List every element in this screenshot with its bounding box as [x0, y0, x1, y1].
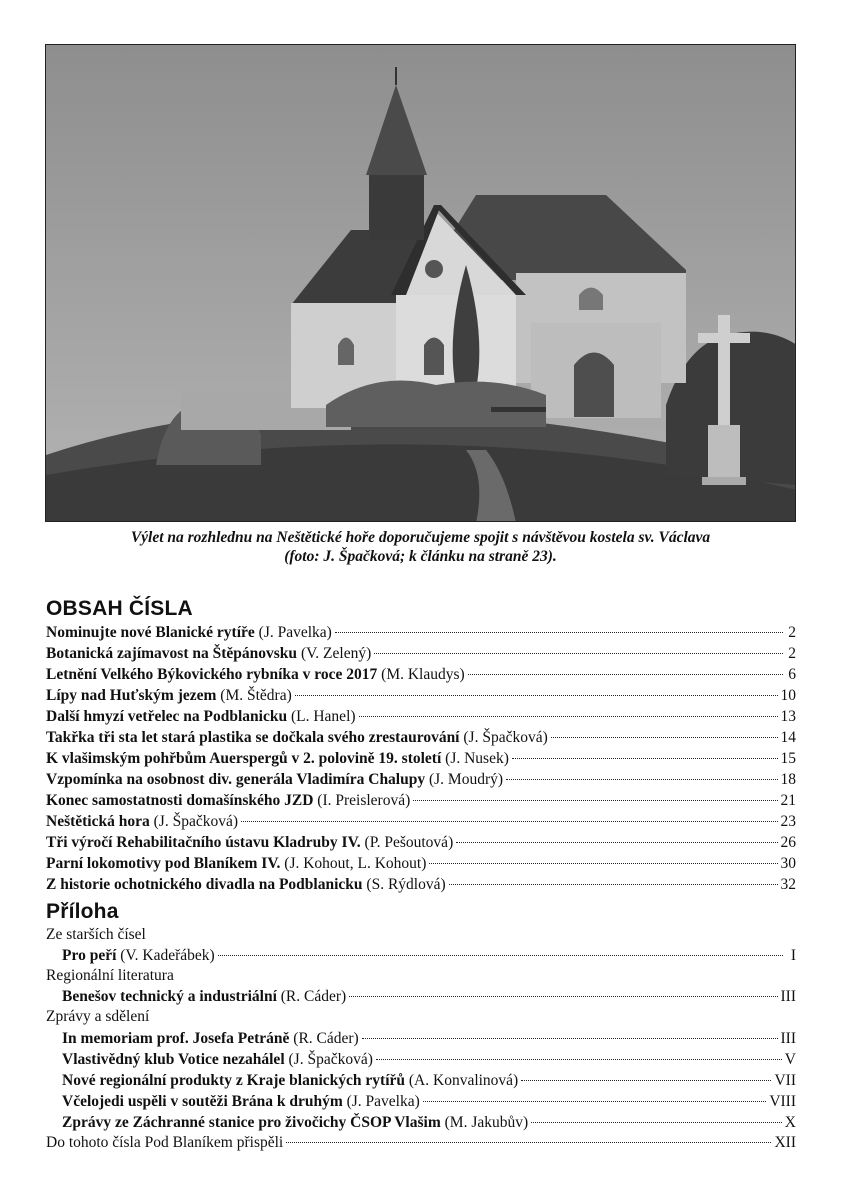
toc-author: (J. Špačková)	[463, 729, 548, 746]
toc-item[interactable]	[46, 853, 796, 874]
toc-leader	[468, 674, 783, 675]
toc-title: Botanická zajímavost na Štěpánovsku	[46, 645, 298, 662]
toc-page: V	[784, 1051, 796, 1068]
toc-page: XII	[774, 1134, 796, 1151]
toc-page: 18	[780, 771, 796, 788]
toc-author: (M. Štědra)	[220, 687, 292, 704]
contributors-item[interactable]	[46, 1132, 796, 1153]
toc-author: (M. Jakubův)	[444, 1114, 529, 1131]
toc-item[interactable]	[46, 622, 796, 643]
toc-leader	[241, 821, 778, 822]
toc-leader	[531, 1122, 782, 1123]
toc-page: 10	[780, 687, 796, 704]
toc-author: (V. Kadeřábek)	[120, 947, 215, 964]
toc-leader	[456, 842, 777, 843]
toc-leader	[376, 1059, 782, 1060]
appendix-item[interactable]	[62, 986, 796, 1007]
church-photo	[45, 44, 796, 522]
toc-author: (J. Špačková)	[288, 1051, 373, 1068]
toc-author: (A. Konvalinová)	[408, 1072, 519, 1089]
toc-title: Vlastivědný klub Votice nezahálel	[62, 1051, 285, 1068]
toc-page: 2	[788, 624, 796, 641]
toc-leader	[506, 779, 777, 780]
toc-author: (S. Rýdlová)	[366, 876, 446, 893]
toc-title: Z historie ochotnického divadla na Podblanicku	[46, 876, 363, 893]
appendix-item[interactable]	[62, 1091, 796, 1112]
toc-leader	[423, 1101, 767, 1102]
toc-title: Včelojedi uspěli v soutěži Brána k druhým	[62, 1093, 343, 1110]
appendix-item[interactable]	[62, 945, 796, 966]
toc-page: 21	[780, 792, 796, 809]
church-illustration	[46, 45, 796, 522]
toc-title: Parní lokomotivy pod Blaníkem IV.	[46, 855, 281, 872]
toc-leader	[218, 955, 783, 956]
toc-page: 23	[780, 813, 796, 830]
toc-author: (J. Pavelka)	[346, 1093, 420, 1110]
toc-author: (L. Hanel)	[290, 708, 356, 725]
toc-item[interactable]	[46, 811, 796, 832]
toc-item[interactable]	[46, 769, 796, 790]
toc-page: III	[780, 988, 796, 1005]
toc-author: (J. Pavelka)	[258, 624, 332, 641]
toc-leader	[335, 632, 783, 633]
toc-leader	[359, 716, 778, 717]
toc-leader	[295, 695, 778, 696]
toc-title: Konec samostatnosti domašínského JZD	[46, 792, 314, 809]
toc-page: 32	[780, 876, 796, 893]
toc-title: Do tohoto čísla Pod Blaníkem přispěli	[46, 1134, 284, 1151]
toc-author: (J. Moudrý)	[428, 771, 504, 788]
toc-page: 30	[780, 855, 796, 872]
toc-page: I	[790, 947, 796, 964]
caption-line-1: Výlet na rozhlednu na Neštětické hoře doporučujeme spojit s návštěvou kostela sv. Václava	[130, 529, 711, 546]
toc-leader	[362, 1038, 778, 1039]
appendix-heading: Příloha	[46, 900, 119, 923]
toc-title: Lípy nad Huťským jezem	[46, 687, 217, 704]
toc-title: Takřka tři sta let stará plastika se dočkala svého zrestaurování	[46, 729, 460, 746]
toc-title: Zprávy ze Záchranné stanice pro živočichy ČSOP Vlašim	[62, 1114, 441, 1131]
toc-author: (J. Kohout, L. Kohout)	[284, 855, 427, 872]
appendix-item[interactable]	[62, 1112, 796, 1133]
toc-title: In memoriam prof. Josefa Petráně	[62, 1030, 290, 1047]
toc-author: (R. Cáder)	[280, 988, 347, 1005]
toc-page: X	[784, 1114, 796, 1131]
toc-title: Neštětická hora	[46, 813, 150, 830]
toc-page: 2	[788, 645, 796, 662]
appendix-item[interactable]	[62, 1070, 796, 1091]
toc-title: Tři výročí Rehabilitačního ústavu Kladruby IV.	[46, 834, 361, 851]
toc-item[interactable]	[46, 664, 796, 685]
appendix-item[interactable]	[62, 1028, 796, 1049]
toc-leader	[449, 884, 778, 885]
toc-leader	[413, 800, 777, 801]
toc-page: VIII	[769, 1093, 796, 1110]
toc-page: 15	[780, 750, 796, 767]
toc-item[interactable]	[46, 790, 796, 811]
toc-author: (J. Špačková)	[153, 813, 238, 830]
toc-author: (V. Zelený)	[300, 645, 372, 662]
toc-leader	[512, 758, 778, 759]
toc-item[interactable]	[46, 748, 796, 769]
toc-page: 26	[780, 834, 796, 851]
toc-item[interactable]	[46, 832, 796, 853]
toc-page: 13	[780, 708, 796, 725]
toc-item[interactable]	[46, 874, 796, 895]
toc-leader	[429, 863, 777, 864]
toc-title: Vzpomínka na osobnost div. generála Vladimíra Chalupy	[46, 771, 426, 788]
toc-title: Nominujte nové Blanické rytíře	[46, 624, 255, 641]
appendix-section-title: Regionální literatura	[46, 967, 174, 984]
contents-heading: OBSAH ČÍSLA	[46, 597, 193, 620]
toc-leader	[551, 737, 778, 738]
toc-item[interactable]	[46, 685, 796, 706]
toc-leader	[286, 1142, 771, 1143]
appendix-item[interactable]	[62, 1049, 796, 1070]
toc-leader	[349, 996, 777, 997]
toc-author: (R. Cáder)	[293, 1030, 359, 1047]
toc-page: 14	[780, 729, 796, 746]
toc-title: Pro peří	[62, 947, 117, 964]
toc-title: Nové regionální produkty z Kraje blanických rytířů	[62, 1072, 406, 1089]
toc-title: K vlašimským pohřbům Auerspergů v 2. polovině 19. století	[46, 750, 442, 767]
toc-item[interactable]	[46, 706, 796, 727]
toc-author: (I. Preislerová)	[317, 792, 411, 809]
toc-title: Další hmyzí vetřelec na Podblanicku	[46, 708, 288, 725]
toc-title: Letnění Velkého Býkovického rybníka v roce 2017	[46, 666, 378, 683]
toc-page: 6	[788, 666, 796, 683]
toc-leader	[374, 653, 783, 654]
toc-leader	[521, 1080, 771, 1081]
toc-page: III	[780, 1030, 796, 1047]
toc-author: (J. Nusek)	[445, 750, 509, 767]
toc-page: VII	[774, 1072, 796, 1089]
toc-author: (P. Pešoutová)	[364, 834, 454, 851]
toc-title: Benešov technický a industriální	[62, 988, 277, 1005]
toc-item[interactable]	[46, 727, 796, 748]
toc-author: (M. Klaudys)	[381, 666, 465, 683]
appendix-section-title: Zprávy a sdělení	[46, 1008, 150, 1025]
toc-item[interactable]	[46, 643, 796, 664]
caption-line-2: (foto: J. Špačková; k článku na straně 23).	[284, 548, 557, 565]
photo-caption	[45, 528, 796, 566]
appendix-section-title: Ze starších čísel	[46, 926, 146, 943]
